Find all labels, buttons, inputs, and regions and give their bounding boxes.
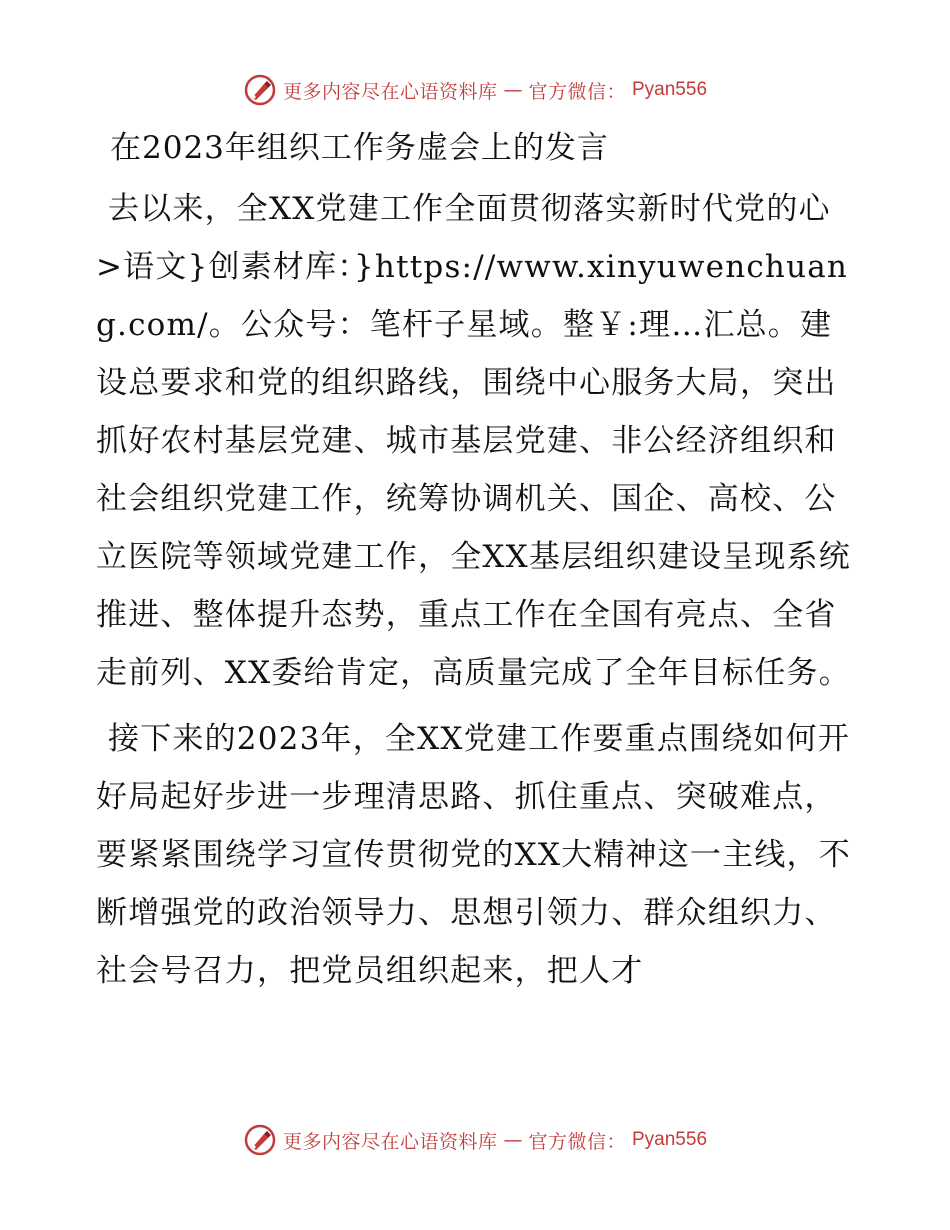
- pen-logo-icon: [243, 73, 277, 107]
- header-watermark-banner: [0, 70, 950, 110]
- banner-text: 更多内容尽在心语资料库: [282, 1130, 498, 1153]
- footer-watermark-banner: [0, 1120, 950, 1160]
- pen-logo-icon: [243, 1123, 277, 1157]
- banner-separator: —: [503, 1129, 523, 1151]
- banner-contact-id: Pyan556: [632, 1129, 708, 1150]
- banner-contact-id: Pyan556: [632, 79, 708, 100]
- document-title: 在2023年组织工作务虚会上的发言: [110, 130, 609, 166]
- paragraph-1: 去以来，全XX党建工作全面贯彻落实新时代党的心>语文}创素材库：}https://www.xinyuwenchuang.com/。公众号：笔杆子星域。整￥:理…汇总。建设总要求和党的组织路线，围绕中心服务大局，突出抓好农村基层党建、城市基层党建、非公经济组织和社会组织党建工作，统筹协调机关、国企、高校、公立医院等领域党建工作，全XX基层组织建设呈现系统推进、整体提升态势，重点工作在全国有亮点、全省走前列、XX委给肯定，高质量完成了全年目标任务。: [96, 191, 851, 691]
- banner-contact-label: 官方微信：: [528, 1130, 626, 1153]
- banner-contact-label: 官方微信：: [528, 80, 626, 103]
- banner-separator: —: [503, 79, 523, 101]
- paragraph-2: 接下来的2023年，全XX党建工作要重点围绕如何开好局起好步进一步理清思路、抓住重点、突破难点，要紧紧围绕学习宣传贯彻党的XX大精神这一主线，不断增强党的政治领导力、思想引领力、群众组织力、社会号召力，把党员组织起来，把人才: [96, 721, 851, 989]
- banner-text: 更多内容尽在心语资料库: [282, 80, 498, 103]
- document-body: [96, 124, 856, 1008]
